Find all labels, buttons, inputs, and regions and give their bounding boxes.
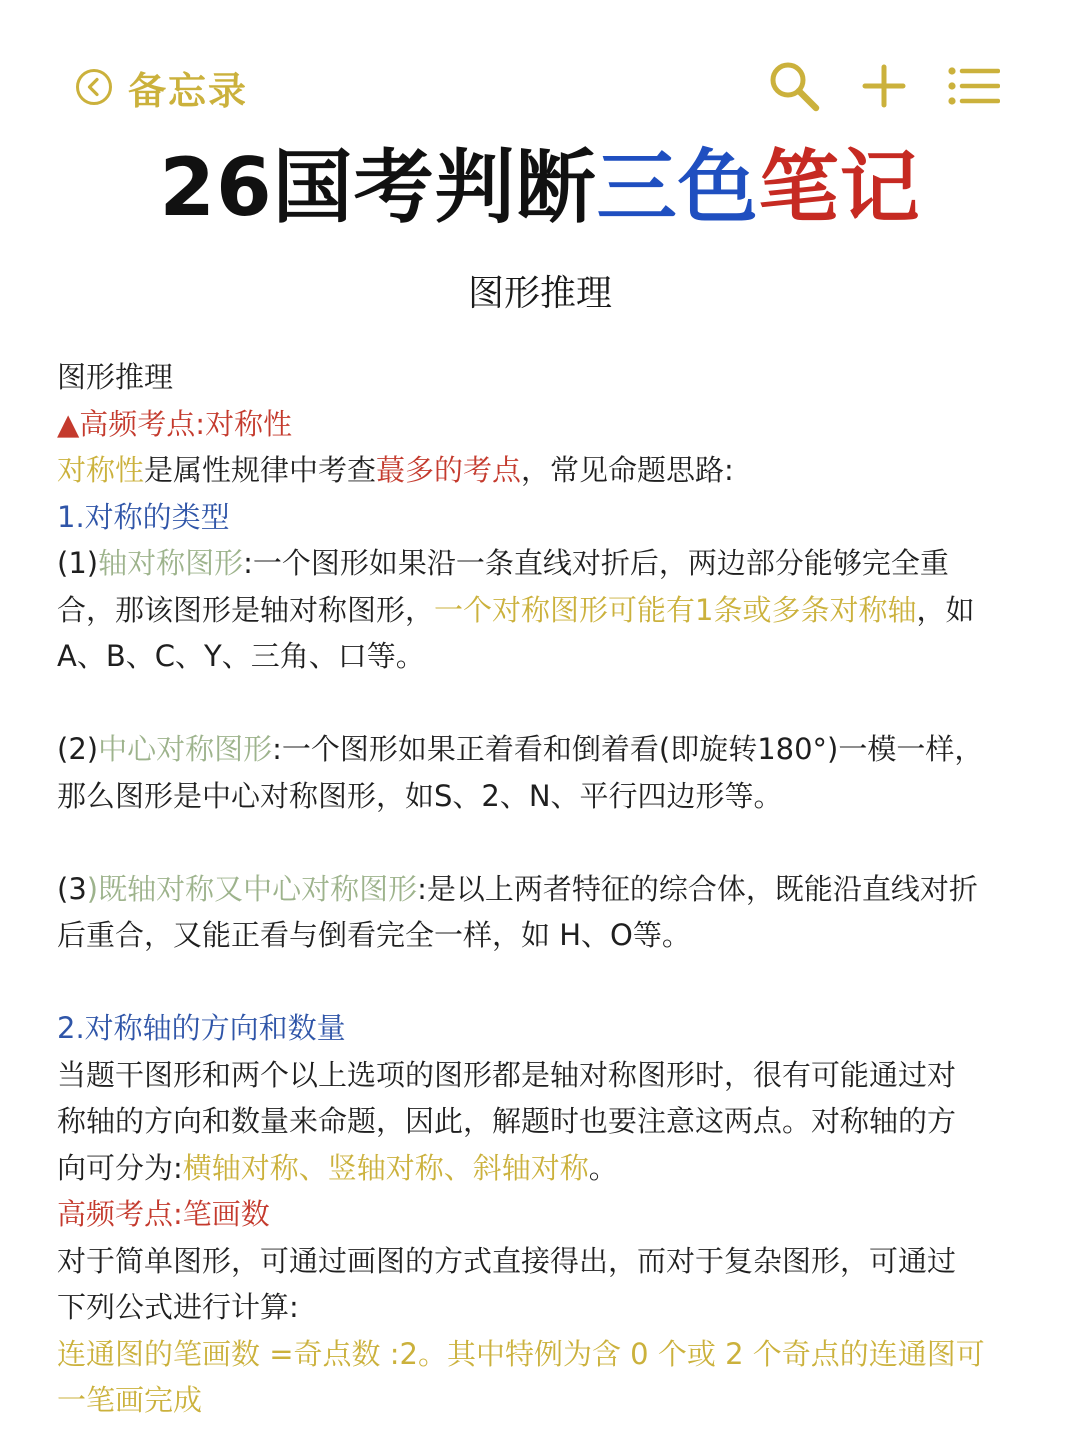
both-symmetry-line-2: 后重合，又能正看与倒看完全一样，如 H、O等。	[57, 918, 691, 952]
central-symmetry-text: :一个图形如果正着看和倒着看(即旋转180°)一模一样，	[272, 732, 984, 766]
heading-axis-direction: 2.对称轴的方向和数量	[57, 1011, 346, 1045]
axis-direction-text: 向可分为:	[57, 1150, 183, 1185]
blank-line	[57, 959, 1047, 1006]
formula-line-1: 连通图的笔画数 =奇点数 :2。其中特例为含 0 个或 2 个奇点的连通图可	[57, 1336, 985, 1371]
title-part-blue: 三色	[596, 141, 759, 234]
axis-symmetry-term: 轴对称图形	[98, 546, 244, 580]
blank-line	[57, 819, 1047, 866]
item-number: (3	[57, 871, 87, 906]
central-symmetry-term: 中心对称图形	[98, 732, 273, 766]
page-subtitle: 图形推理	[467, 273, 612, 314]
title-part-red: 笔记	[758, 141, 921, 234]
formula-line-2: 一笔画完成	[57, 1383, 203, 1417]
chevron-left-circle-icon	[74, 67, 114, 107]
plus-icon[interactable]	[856, 58, 912, 114]
title-part-black: 26国考判断	[159, 141, 597, 234]
hotspot-heading-strokes: 高频考点:笔画数	[57, 1197, 270, 1231]
axis-symmetry-highlight: 一个对称图形可能有1条或多条对称轴	[434, 592, 917, 627]
both-symmetry-text: :是以上两者特征的综合体，既能沿直线对折	[417, 871, 978, 906]
both-symmetry-line-1	[57, 866, 1047, 913]
section-title: 图形推理	[57, 360, 174, 394]
blank-line	[57, 680, 1047, 727]
axis-direction-tail: 。	[588, 1150, 618, 1185]
intro-term: 对称性	[57, 453, 145, 487]
list-icon[interactable]	[944, 58, 1000, 114]
central-symmetry-line-2: 那么图形是中心对称图形，如S、2、N、平行四边形等。	[57, 778, 783, 813]
page-title	[0, 138, 1080, 238]
item-number: (2)	[57, 732, 99, 766]
axis-symmetry-text-2: 合，那该图形是轴对称图形，	[57, 592, 435, 627]
intro-tail: ，常见命题思路:	[521, 453, 734, 487]
both-symmetry-term: )既轴对称又中心对称图形	[86, 871, 418, 906]
axis-symmetry-tail: ，如	[916, 592, 975, 627]
central-symmetry-line-1	[57, 726, 1047, 773]
back-label: 备忘录	[128, 68, 249, 113]
search-icon[interactable]	[766, 58, 822, 114]
intro-line	[57, 447, 1047, 494]
axis-direction-line-3	[57, 1145, 1047, 1192]
strokes-line-1: 对于简单图形，可通过画图的方式直接得出，而对于复杂图形，可通过	[57, 1243, 957, 1278]
heading-symmetry-types: 1.对称的类型	[57, 499, 230, 534]
note-body[interactable]	[57, 354, 1047, 1424]
strokes-line-2: 下列公式进行计算:	[57, 1290, 299, 1324]
back-button[interactable]	[74, 62, 248, 112]
hotspot-heading-symmetry: ▲高频考点:对称性	[57, 406, 293, 441]
axis-symmetry-line-3: A、B、C、Y、三角、口等。	[57, 639, 425, 673]
axis-symmetry-line-1	[57, 540, 1047, 587]
axis-direction-line-1: 当题干图形和两个以上选项的图形都是轴对称图形时，很有可能通过对	[57, 1057, 957, 1092]
axis-direction-line-2: 称轴的方向和数量来命题，因此，解题时也要注意这两点。对称轴的方	[57, 1104, 957, 1138]
intro-highlight: 蕞多的考点	[376, 453, 522, 487]
navigation-bar	[0, 0, 1080, 140]
axis-symmetry-line-2	[57, 587, 1047, 634]
item-number: (1)	[57, 546, 99, 580]
intro-text: 是属性规律中考查	[144, 453, 377, 487]
axis-direction-highlight: 横轴对称、竖轴对称、斜轴对称	[182, 1150, 589, 1185]
axis-symmetry-text: :一个图形如果沿一条直线对折后，两边部分能够完全重	[243, 546, 949, 580]
